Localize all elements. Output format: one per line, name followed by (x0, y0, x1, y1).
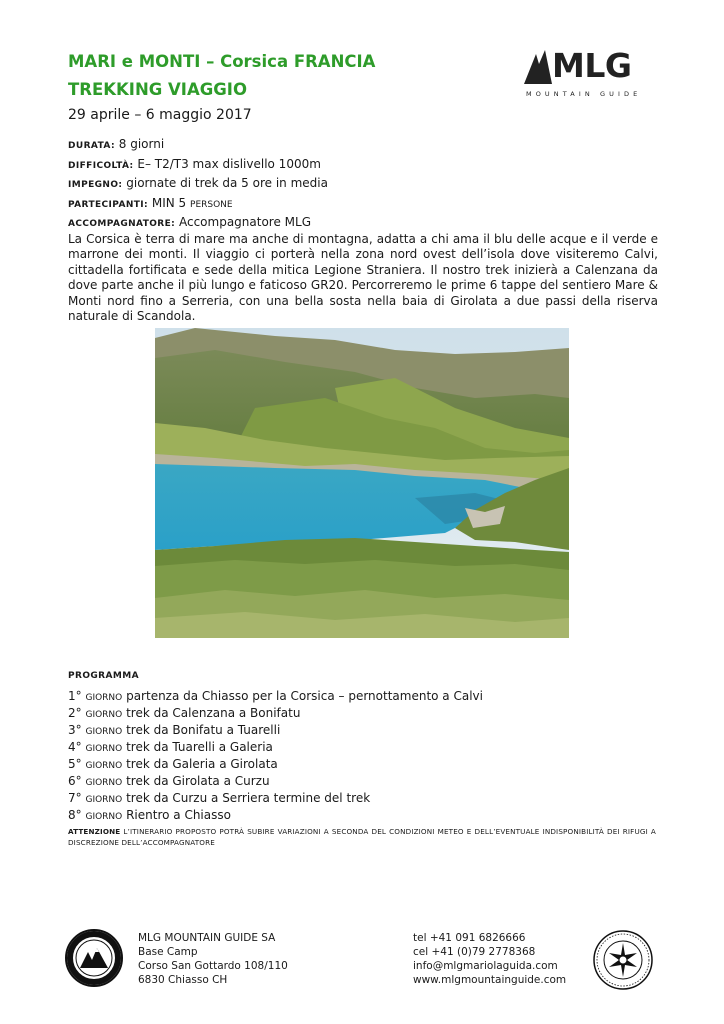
day-number: 2° (68, 706, 82, 720)
attention-note (68, 826, 656, 848)
day-description: partenza da Chiasso per la Corsica – pernottamento a Calvi (122, 689, 483, 703)
mlg-logo (524, 46, 658, 100)
day-number: 4° (68, 740, 82, 754)
info-durata: DURATA: 8 giorni (68, 137, 165, 151)
footer-address-2: Corso San Gottardo 108/110 (138, 960, 288, 972)
programma-day-4 (68, 740, 483, 757)
programma-day-6 (68, 774, 483, 791)
doc-subtitle (68, 80, 247, 99)
corsica-bay-photo (155, 328, 569, 638)
programma-day-5 (68, 757, 483, 774)
day-number: 7° (68, 791, 82, 805)
attention-text: L’ITINERARIO PROPOSTO POTRÀ SUBIRE VARIAZIONI A SECONDA DEL CONDIZIONI METEO E DELL’EVENTUALE INDISPONIBILITÀ DEI RIFUGI A DISCREZIONE DELL’ACCOMPAGNATORE (68, 827, 656, 847)
programma-title: PROGRAMMA (68, 671, 139, 681)
day-giorno-label: GIORNO (85, 795, 123, 805)
day-giorno-label: GIORNO (85, 744, 123, 754)
day-number: 6° (68, 774, 82, 788)
footer-contacts (413, 931, 566, 987)
bay-landscape-image (155, 328, 569, 638)
day-description: trek da Bonifatu a Tuarelli (122, 723, 281, 737)
uimla-badge (592, 929, 654, 991)
footer-address-3: 6830 Chiasso CH (138, 974, 228, 986)
doc-title: MARI e MONTI – Corsica FRANCIA (68, 52, 376, 71)
footer-address (138, 931, 288, 987)
trip-info (68, 136, 328, 234)
day-description: Rientro a Chiasso (122, 808, 231, 822)
footer-company: MLG MOUNTAIN GUIDE SA (138, 932, 276, 944)
day-giorno-label: GIORNO (85, 812, 123, 822)
day-giorno-label: GIORNO (85, 727, 123, 737)
footer-cel: cel +41 (0)79 2778368 (413, 946, 536, 958)
info-impegno: IMPEGNO: giornate di trek da 5 ore in media (68, 176, 328, 190)
day-description: trek da Girolata a Curzu (122, 774, 270, 788)
uimla-seal-icon (592, 929, 654, 991)
trip-dates: 29 aprile – 6 maggio 2017 (68, 107, 252, 123)
day-giorno-label: GIORNO (85, 778, 123, 788)
footer-address-1: Base Camp (138, 946, 198, 958)
day-number: 8° (68, 808, 82, 822)
day-number: 1° (68, 689, 82, 703)
intro-paragraph: La Corsica è terra di mare ma anche di montagna, adatta a chi ama il blu delle acque e il verde e marrone dei monti. Il viaggio ci porterà nella zona nord ovest dell’isola dove visiteremo Calvi, cittadella fortificata e sede della mitica Legione Straniera. Il nostro trek inizierà a Calenzana da dove parte anche il più lungo e faticoso GR20. Percorreremo le prime 6 tappe del sentiero Mare & Monti nord fino a Serreria, con una bella sosta nella baia di Girolata a due passi della riserva naturale di Scandola. (68, 232, 658, 324)
programma-day-1 (68, 689, 483, 706)
footer-email[interactable]: info@mlgmariolaguida.com (413, 960, 558, 972)
day-description: trek da Tuarelli a Galeria (122, 740, 273, 754)
subtitle-bold: TREKKING (68, 80, 163, 99)
programma-day-3 (68, 723, 483, 740)
day-description: trek da Galeria a Girolata (122, 757, 278, 771)
day-description: trek da Calenzana a Bonifatu (122, 706, 301, 720)
logo-text: MLG (552, 46, 632, 85)
footer-website[interactable]: www.mlgmountainguide.com (413, 974, 567, 986)
mountain-logo-icon (524, 50, 554, 84)
subtitle-rest: VIAGGIO (162, 80, 247, 99)
info-accompagnatore: ACCOMPAGNATORE: Accompagnatore MLG (68, 215, 312, 229)
programma-day-2 (68, 706, 483, 723)
programma-list (68, 689, 483, 825)
day-description: trek da Curzu a Serriera termine del trek (122, 791, 371, 805)
day-number: 5° (68, 757, 82, 771)
logo-subtext: MOUNTAIN GUIDE (526, 90, 642, 98)
attention-label: ATTENZIONE (68, 827, 121, 836)
programma-day-8 (68, 808, 483, 825)
footer-tel: tel +41 091 6826666 (413, 932, 526, 944)
info-partecipanti: PARTECIPANTI: MIN 5 PERSONE (68, 195, 233, 210)
day-number: 3° (68, 723, 82, 737)
info-difficolta: DIFFICOLTÀ: E– T2/T3 max dislivello 1000m (68, 156, 321, 171)
ivbv-seal-icon (64, 928, 124, 988)
day-giorno-label: GIORNO (85, 710, 123, 720)
day-giorno-label: GIORNO (85, 761, 123, 771)
day-giorno-label: GIORNO (85, 693, 123, 703)
ivbv-badge (64, 928, 124, 988)
programma-day-7 (68, 791, 483, 808)
